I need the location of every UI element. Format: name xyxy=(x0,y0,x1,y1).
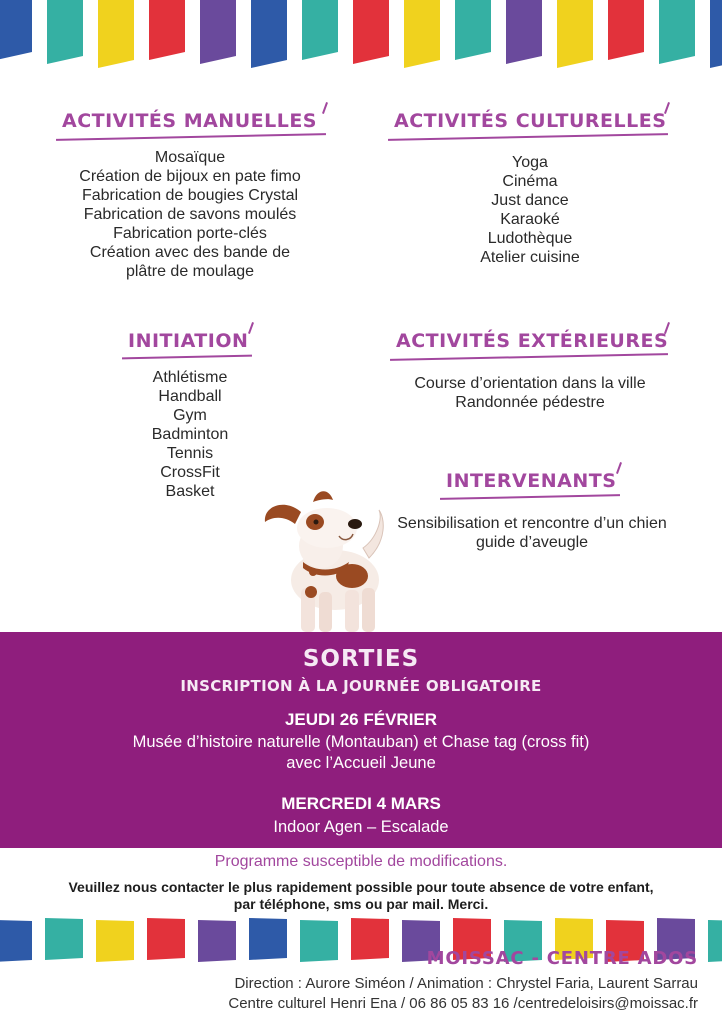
list-item: Création de bijoux en pate fimo xyxy=(79,168,301,185)
event-description: Musée d’histoire naturelle (Montauban) et Chase tag (cross fit) xyxy=(132,733,590,751)
heading-activites-exterieures: ACTIVITÉS EXTÉRIEURES xyxy=(396,330,668,352)
bunting-flag xyxy=(251,0,287,68)
list-item: Création avec des bande de xyxy=(89,244,291,261)
list-item: Athlétisme xyxy=(152,369,228,386)
bunting-flag xyxy=(659,0,695,64)
list-activites-exterieures xyxy=(370,374,690,412)
bunting-flag xyxy=(200,0,236,64)
footer-credits: Direction : Aurore Siméon / Animation : Chrystel Faria, Laurent Sarrau xyxy=(234,975,698,992)
event-date: MERCREDI 4 MARS xyxy=(281,794,441,813)
sorties-band xyxy=(0,632,722,848)
bunting-flag xyxy=(608,0,644,60)
bunting-flag xyxy=(710,0,722,68)
list-item: Cinéma xyxy=(502,173,558,190)
bunting-flag xyxy=(249,918,287,960)
list-item: Basket xyxy=(165,483,215,500)
bunting-flag xyxy=(0,0,32,60)
heading-initiation: INITIATION xyxy=(128,330,248,352)
bunting-flag xyxy=(98,0,134,68)
bunting-flag xyxy=(455,0,491,60)
footer-title: MOISSAC - CENTRE ADOS xyxy=(426,948,698,969)
list-initiation xyxy=(90,368,290,501)
list-item: Gym xyxy=(173,407,207,424)
sorties-title: SORTIES xyxy=(302,646,420,672)
bunting-flag xyxy=(708,920,722,962)
bunting-flag xyxy=(0,920,32,962)
list-item: Tennis xyxy=(166,445,214,462)
bunting-flag xyxy=(96,920,134,962)
bunting-flag xyxy=(149,0,185,60)
heading-activites-culturelles: ACTIVITÉS CULTURELLES xyxy=(394,110,666,132)
bunting-flag xyxy=(47,0,83,64)
sorties-subtitle: INSCRIPTION À LA JOURNÉE OBLIGATOIRE xyxy=(180,677,542,695)
bunting-flag xyxy=(302,0,338,60)
list-item: Fabrication de bougies Crystal xyxy=(81,187,299,204)
list-item: Course d’orientation dans la ville xyxy=(414,375,646,392)
list-item: guide d’aveugle xyxy=(475,534,589,551)
list-activites-manuelles xyxy=(40,148,340,281)
list-item: CrossFit xyxy=(160,464,220,481)
list-item: Sensibilisation et rencontre d’un chien xyxy=(397,515,667,532)
contact-note-line2: par téléphone, sms ou par mail. Merci. xyxy=(233,896,489,912)
list-item: Karaoké xyxy=(500,211,560,228)
list-item: Just dance xyxy=(491,192,569,209)
list-item: Fabrication porte-clés xyxy=(113,225,267,242)
bunting-flag xyxy=(198,920,236,962)
heading-intervenants: INTERVENANTS xyxy=(446,470,616,492)
bunting-flag xyxy=(557,0,593,68)
bunting-flag xyxy=(353,0,389,64)
footer-contact: Centre culturel Henri Ena / 06 86 05 83 16 /centredeloisirs@moissac.fr xyxy=(228,995,698,1012)
modifications-note: Programme susceptible de modifications. xyxy=(214,853,508,870)
event-description: Indoor Agen – Escalade xyxy=(273,818,449,836)
list-item: plâtre de moulage xyxy=(125,263,255,280)
list-item: Yoga xyxy=(512,154,548,171)
list-item: Randonnée pédestre xyxy=(455,394,605,411)
list-item: Atelier cuisine xyxy=(480,249,580,266)
event-description: avec l’Accueil Jeune xyxy=(286,754,436,772)
list-item: Badminton xyxy=(151,426,229,443)
dog-illustration xyxy=(255,488,405,634)
contact-note-line1: Veuillez nous contacter le plus rapidement possible pour toute absence de votre enfant, xyxy=(68,879,654,895)
bunting-flag xyxy=(45,918,83,960)
bunting-flag xyxy=(404,0,440,68)
list-item: Ludothèque xyxy=(487,230,573,247)
bunting-flag xyxy=(506,0,542,64)
bunting-flag xyxy=(351,918,389,960)
list-intervenants xyxy=(372,514,692,552)
bunting-flag xyxy=(300,920,338,962)
list-activites-culturelles xyxy=(380,153,680,267)
heading-activites-manuelles: ACTIVITÉS MANUELLES xyxy=(62,110,317,132)
top-bunting xyxy=(0,0,722,80)
list-item: Mosaïque xyxy=(154,149,226,166)
list-item: Fabrication de savons moulés xyxy=(83,206,297,223)
bunting-flag xyxy=(147,918,185,960)
list-item: Handball xyxy=(158,388,222,405)
event-date: JEUDI 26 FÉVRIER xyxy=(284,710,438,729)
